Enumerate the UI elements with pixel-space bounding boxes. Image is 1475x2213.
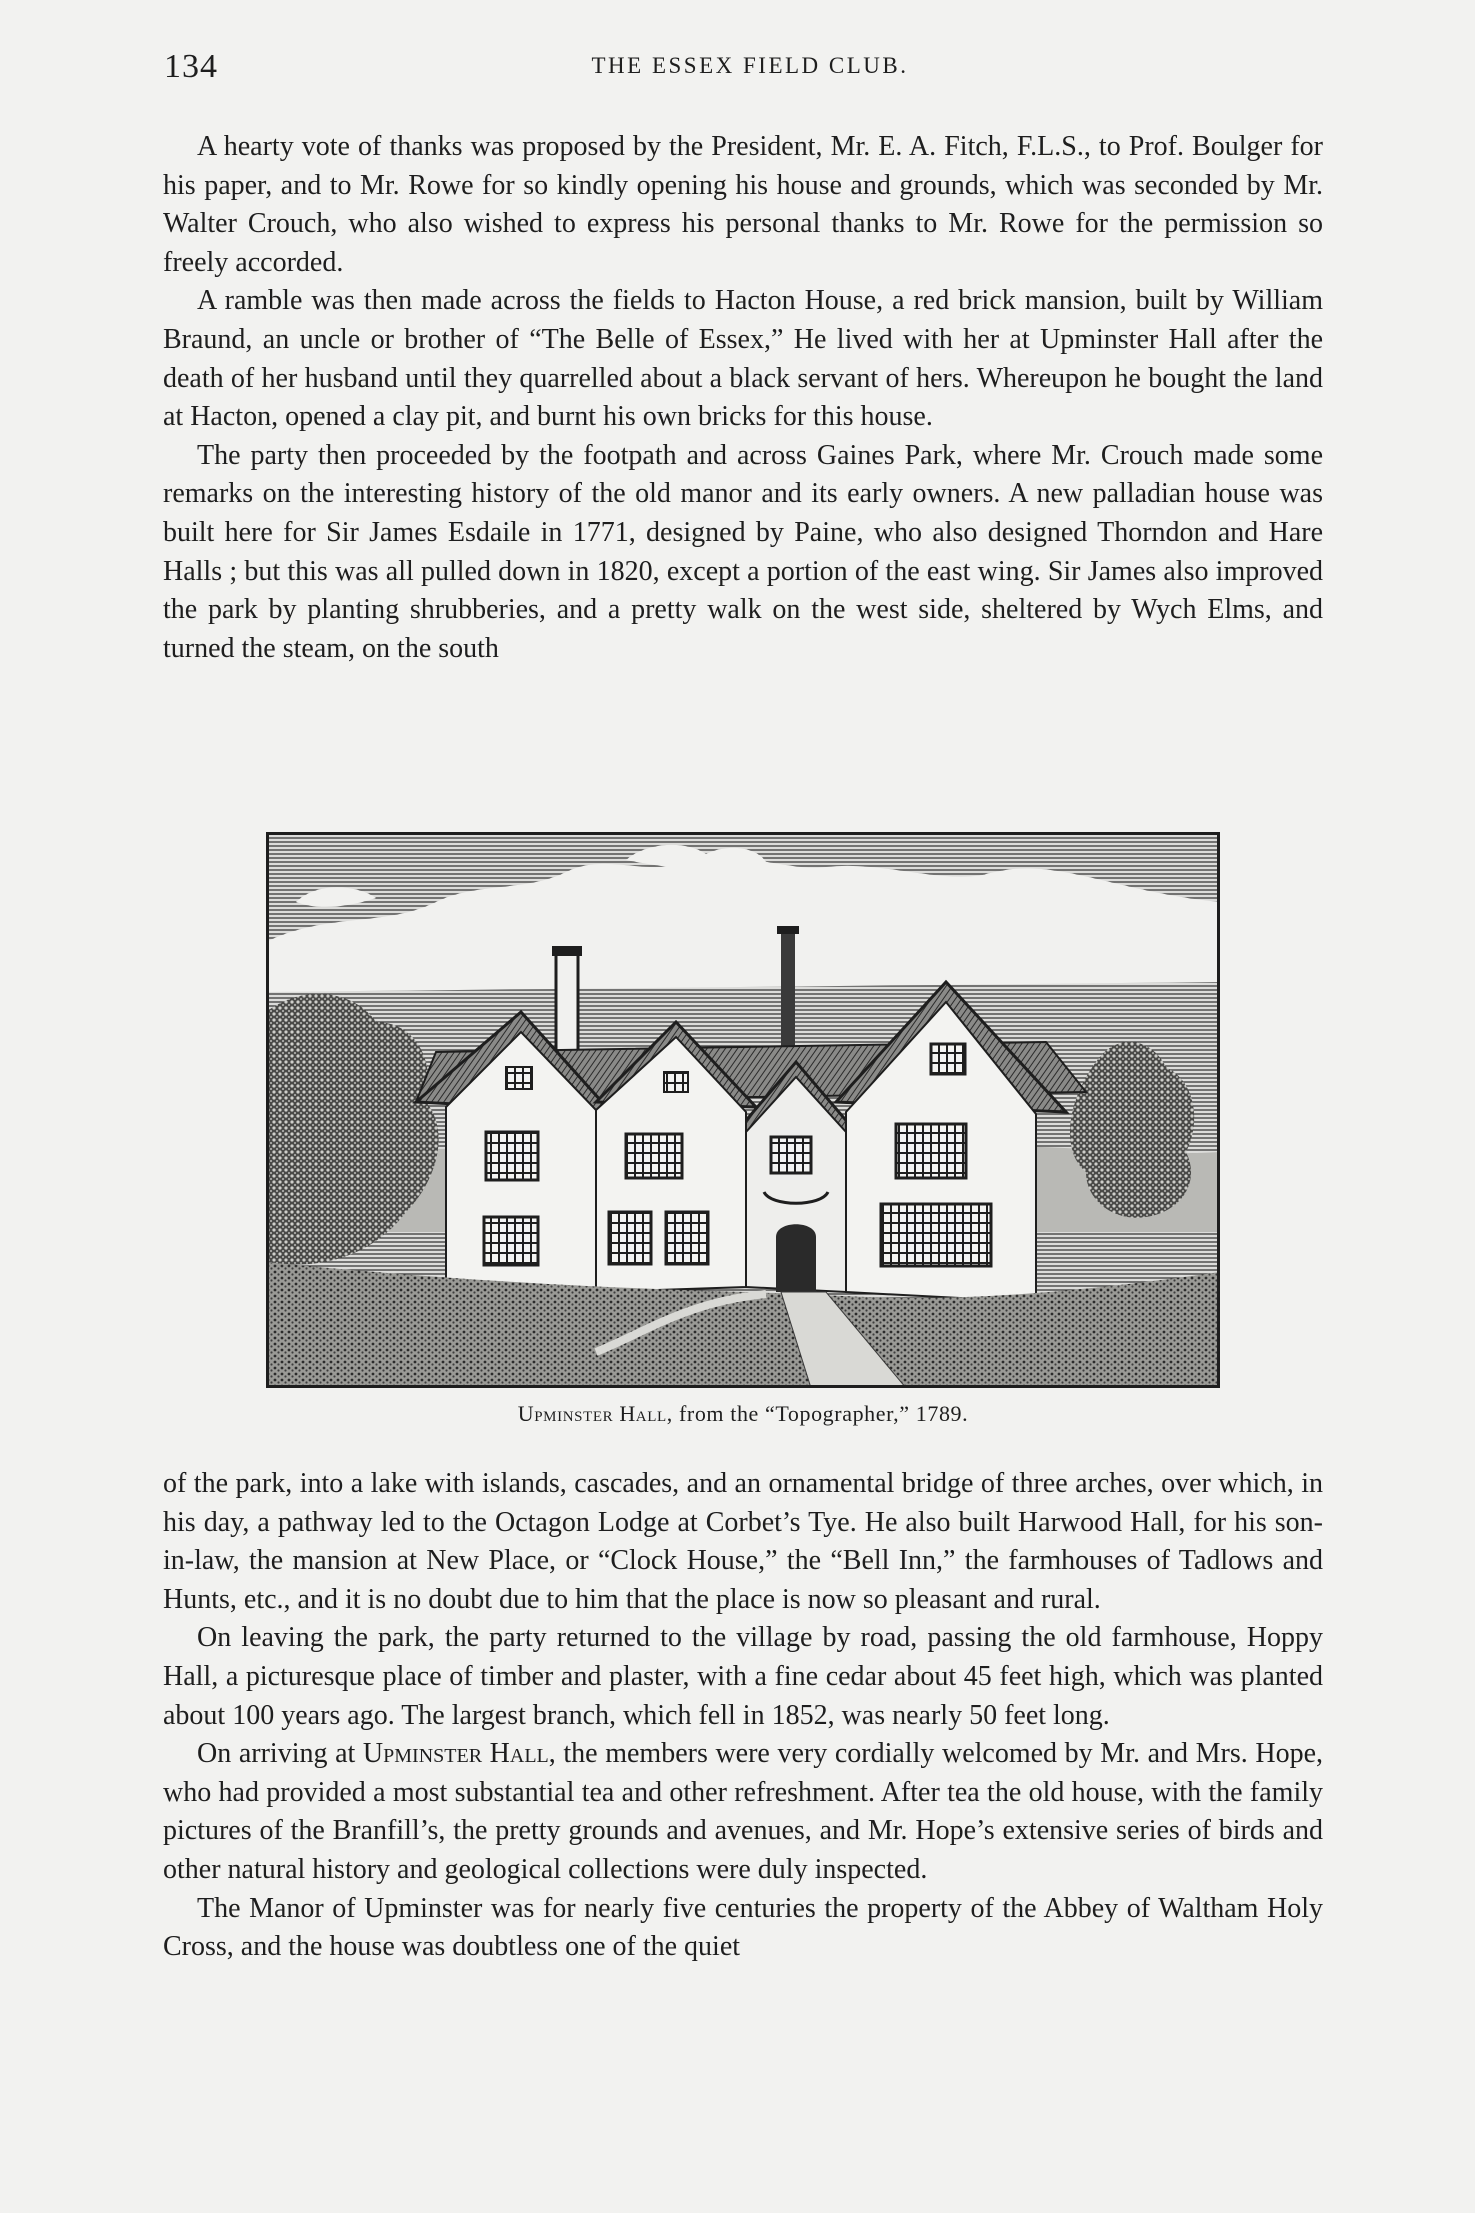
page-number: 134 [164,48,218,85]
paragraph-upminster-hall [163,1735,1323,1889]
paragraph-hacton-house: A ramble was then made across the fields to Hacton House, a red brick mansion, built by William Braund, an uncle or brother of “The Belle of Essex,” He lived with her at Upminster Hall after the death of her husband until they quarrelled about a black servant of hers. Whereupon he bought the land at Hacton, opened a clay pit, and burnt his own bricks for this house. [163,285,1323,433]
paragraph-lake-continuation: of the park, into a lake with islands, cascades, and an ornamental bridge of three arches, over which, in his day, a pathway led to the Octagon Lodge at Corbet’s Tye. He also built Harwood Hall, for his son-in-law, the mansion at New Place, or “Clock House,” the “Bell Inn,” the farmhouses of Tadlows and Hunts, etc., and it is no doubt due to him that the place is now so pleasant and rural. [163,1468,1323,1615]
caption-source: from the “Topographer,” 1789. [672,1401,969,1426]
upminster-hall-engraving [266,832,1220,1388]
hall-text-before: On arriving at [197,1738,363,1770]
paragraph-manor-of-upminster: The Manor of Upminster was for nearly five centuries the property of the Abbey of Waltham Holy Cross, and the house was doubtless one of the quiet [163,1892,1323,1963]
body-text-bottom [163,1465,1323,1967]
figure-caption [163,1401,1323,1427]
paragraph-vote-of-thanks: A hearty vote of thanks was proposed by the President, Mr. E. A. Fitch, F.L.S., to Prof. Boulger for his paper, and to Mr. Rowe for so kindly opening his house and grounds, which was seconded by Mr. Walter Crouch, who also wished to express his personal thanks to Mr. Rowe for the permission so freely accorded. [163,131,1323,278]
paragraph-hoppy-hall: On leaving the park, the party returned to the village by road, passing the old farmhouse, Hoppy Hall, a picturesque place of timber and plaster, with a fine cedar about 45 feet high, which was planted about 100 years ago. The largest branch, which fell in 1852, was nearly 50 feet long. [163,1622,1323,1731]
running-head [160,48,1340,98]
paragraph-gaines-park: The party then proceeded by the footpath and across Gaines Park, where Mr. Crouch made some remarks on the interesting history of the old manor and its early owners. A new palladian house was built here for Sir James Esdaile in 1771, designed by Paine, who also designed Thorndon and Hare Halls ; but this was all pulled down in 1820, except a portion of the east wing. Sir James also improved the park by planting shrubberies, and a pretty walk on the west side, sheltered by Wych Elms, and turned the steam, on the south [163,439,1323,664]
running-title: THE ESSEX FIELD CLUB. [591,53,909,78]
hall-name: Upminster Hall, [362,1738,556,1770]
body-text-top [163,128,1323,668]
hall-text-after: the members were very cordially welcomed by Mr. and Mrs. Hope, who had provided a most substantial tea and other refreshment. After tea the old house, with the family pictures of the Branfill’s, the pretty grounds and avenues, and Mr. Hope’s extensive series of birds and other natural history and geological collections were duly inspected. [163,1738,1323,1885]
caption-name: Upminster Hall, [517,1401,673,1426]
